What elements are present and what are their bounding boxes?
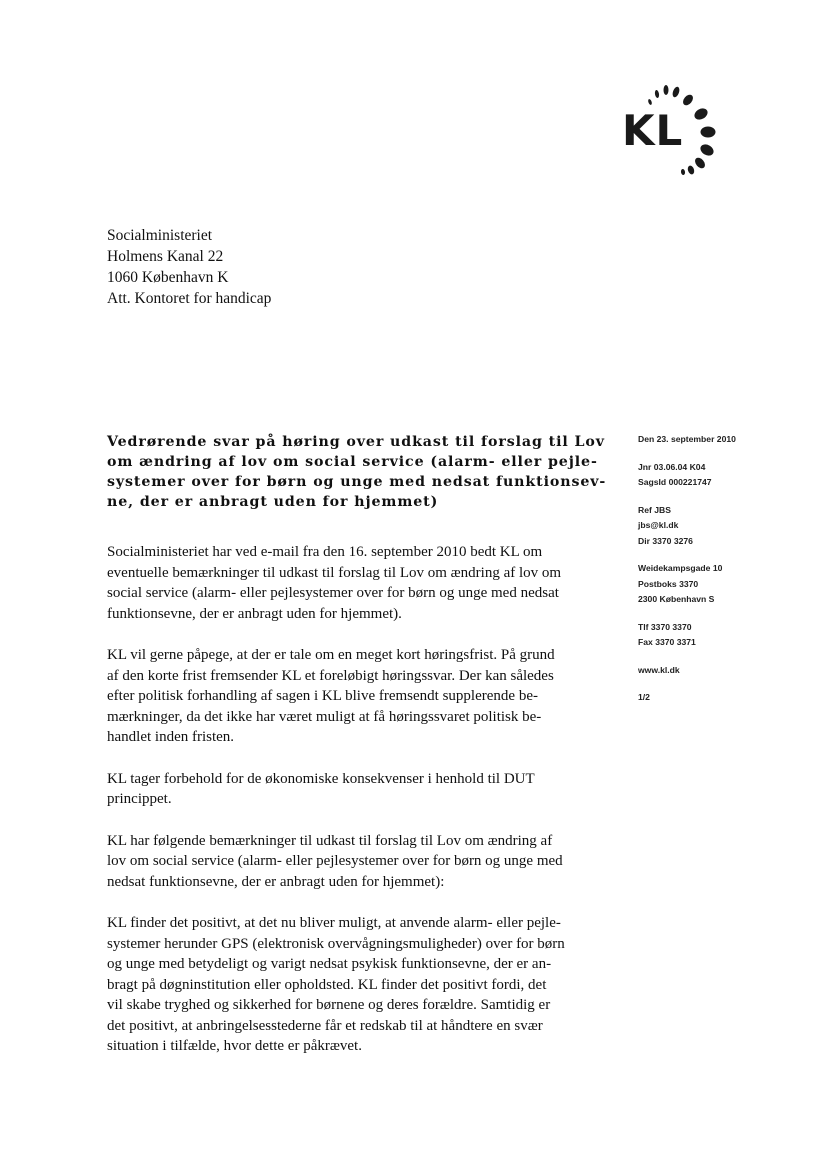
heading-line: om ændring af lov om social service (alarm- eller pejle- [107, 454, 598, 470]
po-box: Postboks 3370 [638, 578, 699, 589]
text-line: af den korte frist fremsender KL et foreløbigt høringssvar. Der kan således [107, 667, 554, 684]
text-line: mærkninger, da det ikke har været muligt at få høringssvaret politisk be- [107, 708, 542, 725]
contact-email: jbs@kl.dk [638, 520, 679, 530]
fax-number: Fax 3370 3371 [638, 637, 696, 647]
recipient-line: Socialministeriet [107, 227, 213, 244]
text-line: det positivt, at anbringelsesstederne får et redskab til at håndtere en svær [107, 1017, 543, 1034]
journal-number: Jnr 03.06.04 K04 [638, 461, 706, 472]
recipient-line: Holmens Kanal 22 [107, 248, 224, 265]
text-line: situation i tilfælde, hvor dette er påkrævet. [107, 1038, 362, 1054]
heading-line: systemer over for børn og unge med nedsat funktionsev- [107, 474, 607, 490]
text-line: vil skabe tryghed og sikkerhed for børnene og deres forældre. Samtidig er [107, 997, 551, 1013]
contact-block [638, 503, 818, 550]
paragraph [107, 645, 607, 748]
text-line: princippet. [107, 791, 172, 807]
text-line: og unge med betydeligt og varigt nedsat psykisk funktionsevne, der er an- [107, 956, 552, 972]
text-line: lov om social service (alarm- eller pejlesystemer over for børn og unge med [107, 853, 563, 869]
page-number-block [638, 690, 818, 706]
kl-logo [612, 80, 724, 180]
text-line: funktionsevne, der er anbragt uden for hjemmet). [107, 605, 402, 622]
street-address: Weidekampsgade 10 [638, 563, 723, 573]
text-line: bragt på døgninstitution eller opholdsted. KL finder det positivt fordi, det [107, 976, 547, 993]
heading-line: Vedrørende svar på høring over udkast til forslag til Lov [107, 434, 605, 450]
recipient-address [107, 225, 271, 309]
website: www.kl.dk [638, 664, 680, 675]
heading-line: ne, der er anbragt uden for hjemmet) [107, 494, 439, 510]
paragraph [107, 831, 607, 893]
phone-block [638, 620, 818, 651]
text-line: social service (alarm- eller pejlesystemer over for børn og unge med nedsat [107, 585, 559, 601]
date-block [638, 432, 818, 448]
paragraph [107, 913, 607, 1057]
text-line: nedsat funktionsevne, der er anbragt uden for hjemmet): [107, 873, 445, 890]
reference-block [638, 460, 818, 491]
text-line: systemer herunder GPS (elektronisk overvågningsmuligheder) over for børn [107, 935, 565, 952]
text-line: Socialministeriet har ved e-mail fra den 16. september 2010 bedt KL om [107, 544, 543, 560]
paragraph [107, 542, 607, 624]
letter-date: Den 23. september 2010 [638, 434, 736, 444]
text-line: eventuelle bemærkninger til udkast til forslag til Lov om ændring af lov om [107, 564, 562, 581]
text-line: efter politisk forhandling af sagen i KL blive fremsendt supplerende be- [107, 688, 538, 704]
phone-number: Tlf 3370 3370 [638, 621, 692, 632]
text-line: KL har følgende bemærkninger til udkast til forslag til Lov om ændring af [107, 832, 553, 849]
letter-body [107, 542, 607, 1078]
text-line: KL tager forbehold for de økonomiske konsekvenser i henhold til DUT [107, 770, 535, 787]
website-block [638, 663, 818, 679]
sender-address-block [638, 561, 818, 608]
text-line: KL vil gerne påpege, at der er tale om en meget kort høringsfrist. På grund [107, 647, 555, 663]
sender-info-sidebar [638, 432, 818, 718]
direct-phone: Dir 3370 3276 [638, 535, 693, 546]
case-id: SagsId 000221747 [638, 477, 712, 487]
letter-heading [107, 432, 607, 512]
logo-text: KL [622, 106, 684, 155]
text-line: KL finder det positivt, at det nu bliver muligt, at anvende alarm- eller pejle- [107, 915, 561, 931]
paragraph [107, 769, 607, 810]
text-line: handlet inden fristen. [107, 729, 235, 745]
recipient-line: Att. Kontoret for handicap [107, 290, 272, 307]
reference-initials: Ref JBS [638, 504, 671, 515]
recipient-line: 1060 København K [107, 269, 229, 286]
page-number: 1/2 [638, 692, 650, 702]
postal-city: 2300 København S [638, 594, 715, 604]
